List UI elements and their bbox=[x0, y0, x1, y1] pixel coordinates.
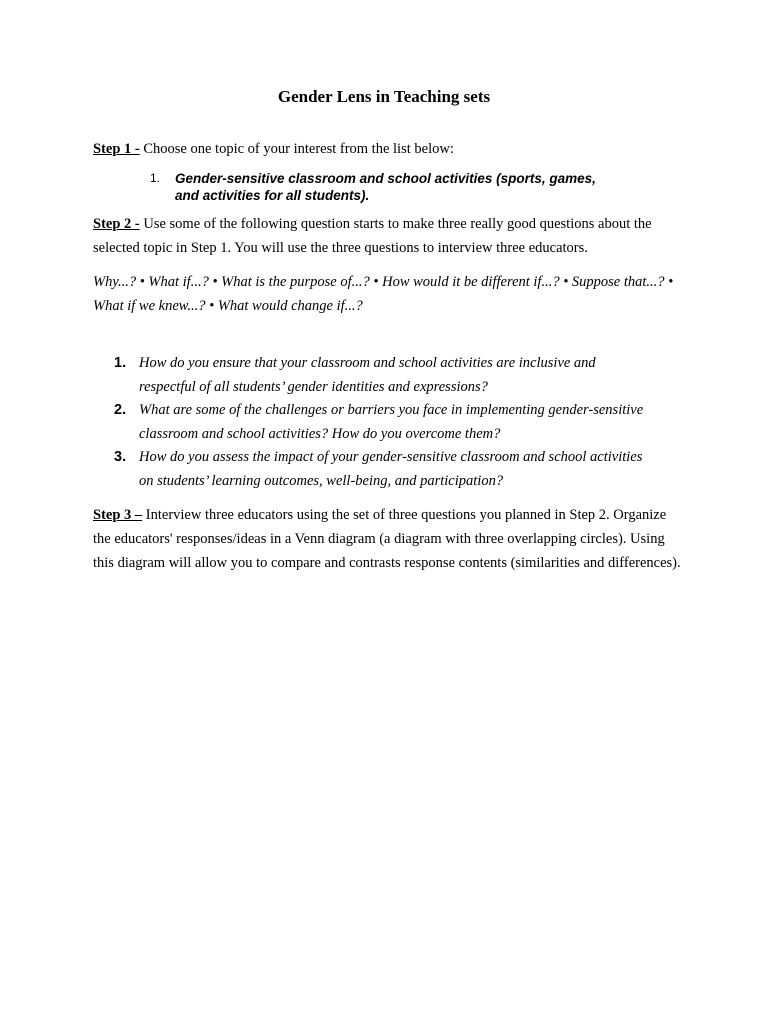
step-3-text: Interview three educators using the set of three questions you planned in Step 2. Organize the educators' responses/ideas in a Venn diagram (a diagram with three overlapping circles). Using this diagram will allow you to compare and contrasts response contents (similarities and differences). bbox=[93, 507, 681, 571]
question-number: 1. bbox=[114, 355, 127, 371]
question-text: How do you assess the impact of your gender-sensitive classroom and school activities on students’ learning outcomes, well-being, and participation? bbox=[139, 449, 643, 489]
step-3-paragraph bbox=[93, 503, 683, 575]
question-number: 3. bbox=[114, 449, 127, 465]
question-text: What are some of the challenges or barriers you face in implementing gender-sensitive classroom and school activities? How do you overcome them? bbox=[139, 402, 644, 442]
question-number: 2. bbox=[114, 402, 127, 418]
step-2-label: Step 2 - bbox=[93, 216, 140, 232]
question-item bbox=[114, 352, 654, 399]
step-2-text: Use some of the following question starts to make three really good questions about the selected topic in Step 1. You will use the three questions to interview three educators. bbox=[93, 216, 652, 256]
step-1-paragraph bbox=[93, 137, 683, 161]
question-text: How do you ensure that your classroom and school activities are inclusive and respectful of all students’ gender identities and expressions? bbox=[139, 355, 596, 395]
step-1-label: Step 1 - bbox=[93, 141, 140, 157]
step-1-text: Choose one topic of your interest from the list below: bbox=[139, 141, 454, 157]
step-3-label: Step 3 – bbox=[93, 507, 143, 523]
topic-item bbox=[150, 170, 620, 204]
step-2-paragraph bbox=[93, 212, 683, 260]
topic-list bbox=[150, 170, 620, 204]
interview-question-list bbox=[114, 352, 654, 493]
topic-number: 1. bbox=[150, 171, 161, 185]
question-starters: Why...? • What if...? • What is the purpose of...? • How would it be different if...? • Suppose that...? • What if we knew...? • What would change if...? bbox=[93, 274, 674, 314]
topic-text: Gender-sensitive classroom and school activities (sports, games, and activities for all students). bbox=[175, 171, 596, 203]
question-item bbox=[114, 446, 654, 493]
question-item bbox=[114, 399, 654, 446]
document-title: Gender Lens in Teaching sets bbox=[277, 87, 491, 106]
